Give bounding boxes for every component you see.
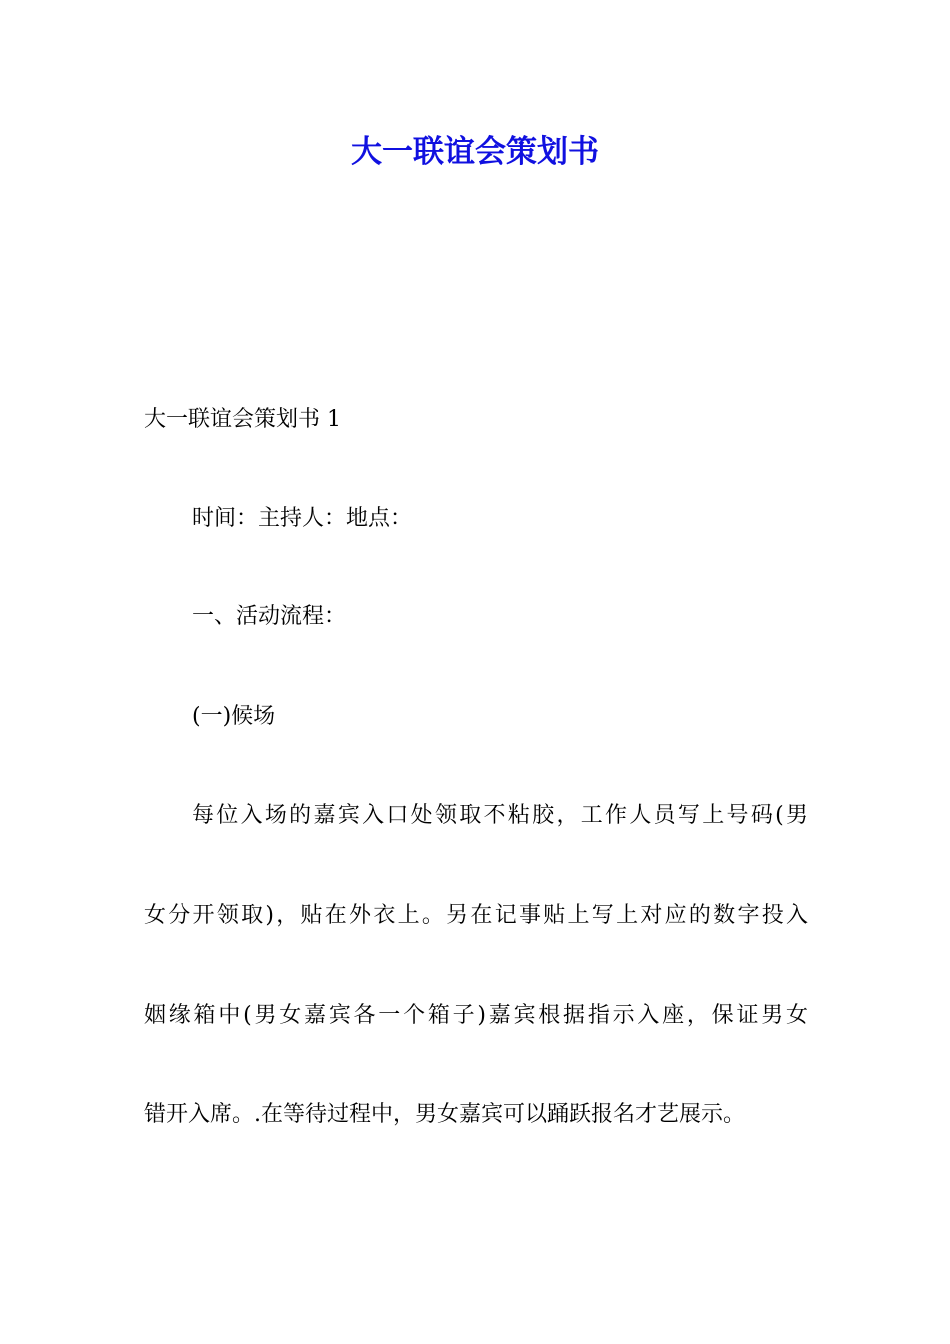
subsection-heading: (一)候场 xyxy=(192,704,276,729)
paragraph-line-4: 错开入席。.在等待过程中，男女嘉宾可以踊跃报名才艺展示。 xyxy=(144,1102,745,1127)
paragraph-line-1: 每位入场的嘉宾入口处领取不粘胶，工作人员写上号码(男 xyxy=(192,803,808,828)
paragraph-line-2: 女分开领取)，贴在外衣上。另在记事贴上写上对应的数字投入 xyxy=(144,903,808,928)
meta-line: 时间：主持人：地点： xyxy=(192,506,413,531)
section-heading: 一、活动流程： xyxy=(192,604,347,629)
paragraph-line-3: 姻缘箱中(男女嘉宾各一个箱子)嘉宾根据指示入座，保证男女 xyxy=(144,1003,808,1028)
section-subtitle: 大一联谊会策划书 1 xyxy=(144,407,341,432)
document-title: 大一联谊会策划书 xyxy=(351,134,599,170)
